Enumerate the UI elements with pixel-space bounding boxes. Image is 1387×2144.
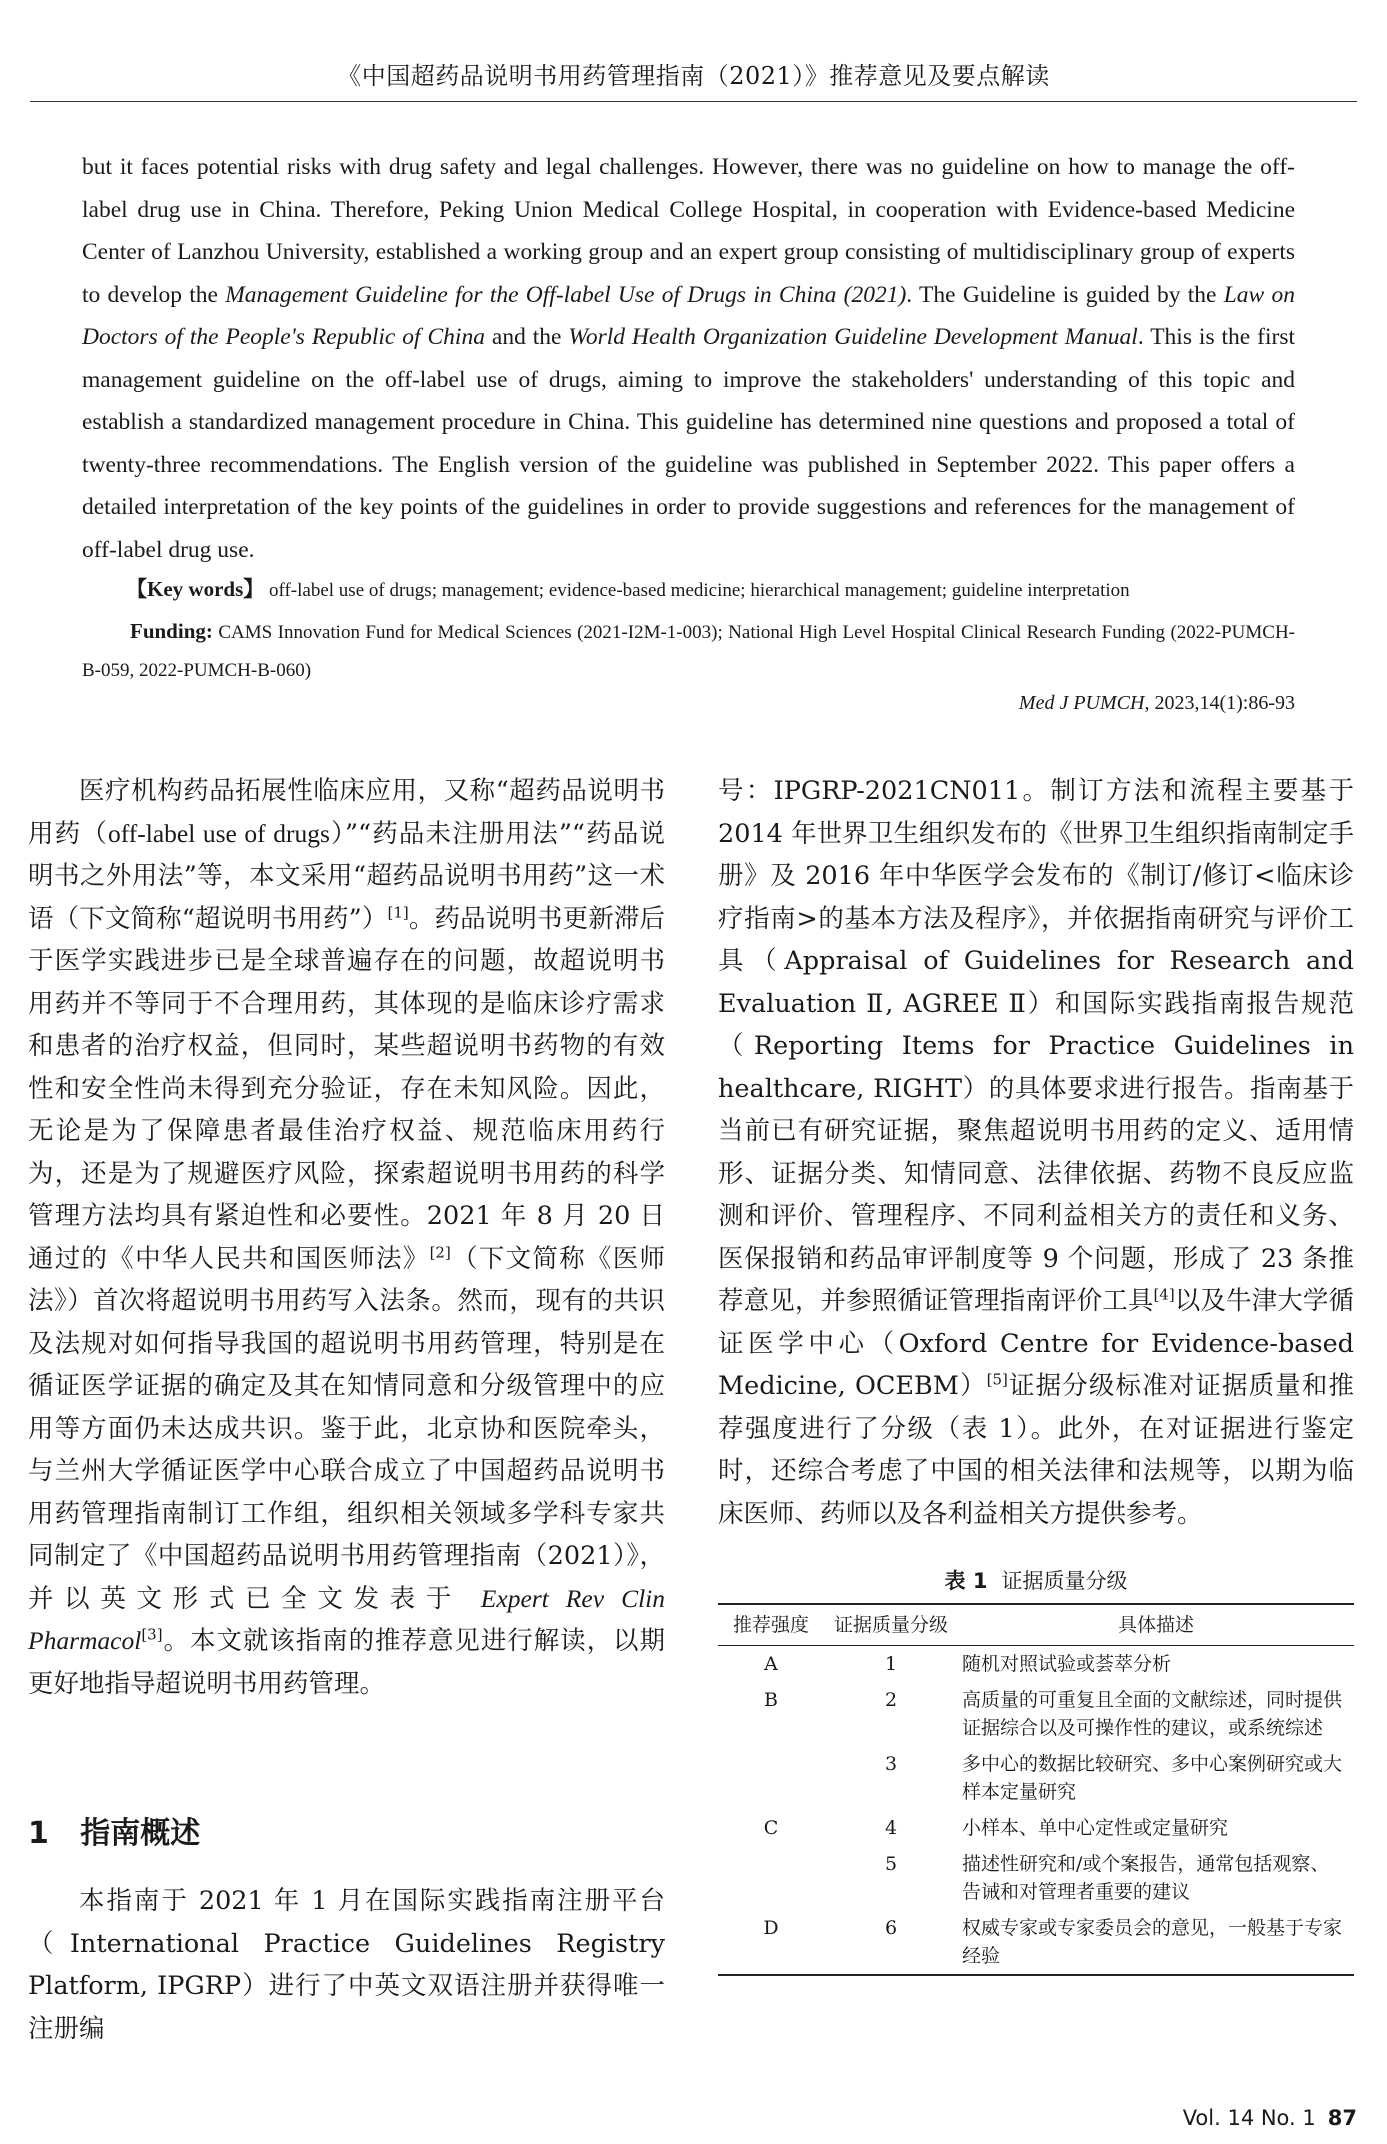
table-header-row (718, 1604, 1354, 1646)
ref-4: [4] (1153, 1285, 1175, 1304)
intro-en-term: off-label use of drugs (108, 818, 330, 848)
table-row (718, 1646, 1354, 1683)
page-footer (1183, 2106, 1357, 2130)
cell-desc: 多中心的数据比较研究、多中心案例研究或大样本定量研究 (962, 1753, 1343, 1803)
funding-label: Funding: (130, 619, 213, 643)
overview-paragraph: 本指南于 2021 年 1 月在国际实践指南注册平台（International Practice Guidelines Registry Platform, IPGRP）进行了中英文双语注册并获得唯一注册编 (28, 1886, 665, 2044)
section-number: 1 (28, 1816, 49, 1851)
header-level: 证据质量分级 (833, 1614, 948, 1636)
cell-desc: 描述性研究和/或个案报告，通常包括观察、告诫和对管理者重要的建议 (962, 1853, 1330, 1903)
keywords-label: 【Key words】 (126, 577, 265, 601)
ref-5: [5] (986, 1370, 1008, 1389)
table-caption (718, 1565, 1354, 1595)
law-title: Law on Doctors of the People's Republic of China (82, 281, 1296, 350)
cell-desc: 高质量的可重复且全面的文献综述，同时提供证据综合以及可操作性的建议，或系统综述 (962, 1689, 1343, 1739)
intro-text-c: 。药品说明书更新滞后于医学实践进步已是全球普遍存在的问题，故超说明书用药并不等同于不合理用药，其体现的是临床诊疗需求和患者的治疗权益，但同时，某些超说明书药物的有效性和安全性尚未得到充分验证，存在未知风险。因此，无论是为了保障患者最佳治疗权益、规范临床用药行为，还是为了规避医疗风险，探索超说明书用药的科学管理方法均具有紧迫性和必要性。2021 年 8 月 20 日通过的《中华人民共和国医师法》 (28, 903, 665, 1274)
cell-level: 3 (884, 1753, 898, 1775)
table-row (718, 1810, 1354, 1846)
citation-journal: Med J PUMCH (1018, 692, 1145, 714)
guideline-title: Management Guideline for the Off-label Use of Drugs in China (2021) (225, 281, 907, 308)
cell-grade (718, 1846, 824, 1910)
intro-text-e: 。本文就该指南的推荐意见进行解读，以期更好地指导超说明书用药管理。 (28, 1626, 665, 1699)
overview-text-c: 证据分级标准对证据质量和推荐强度进行了分级（表 1）。此外，在对证据进行鉴定时，还综合考虑了中国的相关法律和法规等，以期为临床医师、药师以及各利益相关方提供参考。 (718, 1371, 1354, 1529)
table-row (718, 1682, 1354, 1746)
header-grade: 推荐强度 (732, 1614, 809, 1636)
abstract-text-1: but it faces potential risks with drug safety and legal challenges. However, there was no guideline on how to manage the off-label drug use in China. Therefore, Peking Union Medical College Hospital, in cooperation with Evidence-based Medicine Center of Lanzhou University, established a working group and an expert group consisting of multidisciplinary group of experts to develop the (82, 154, 1295, 308)
table-title: 证据质量分级 (1001, 1569, 1128, 1593)
ref-2: [2] (429, 1243, 451, 1261)
evidence-table (718, 1565, 1354, 1976)
intro-text-d: （下文简称《医师法》）首次将超说明书用药写入法条。然而，现有的共识及法规对如何指导我国的超说明书用药管理，特别是在循证医学证据的确定及其在知情同意和分级管理中的应用等方面仍未达成共识。鉴于此，北京协和医院牵头，与兰州大学循证医学中心联合成立了中国超药品说明书用药管理指南制订工作组，组织相关领域多学科专家共同制定了《中国超药品说明书用药管理指南（2021）》，并以英文形式已全文发表于 (28, 1243, 665, 1614)
cell-level: 6 (884, 1917, 898, 1939)
funding-text: CAMS Innovation Fund for Medical Sciences (2021-I2M-1-003); National High Level Hospital Clinical Research Funding (2022-PUMCH-B-059, 2022-PUMCH-B-060) (82, 622, 1296, 681)
volume-issue: Vol. 14 No. 1 (1182, 2106, 1316, 2130)
cell-desc: 权威专家或专家委员会的意见，一般基于专家经验 (962, 1917, 1343, 1967)
intro-text-a: 医疗机构药品拓展性临床应用，又称“超药品说明书用药（ (28, 776, 665, 849)
evidence-grade-table (718, 1603, 1354, 1976)
overview-continued (718, 770, 1354, 1535)
keywords (126, 574, 1295, 606)
cell-grade: C (763, 1817, 779, 1839)
section-heading (28, 1808, 200, 1852)
intro-text-b: ）”“药品未注册用法”“药品说明书之外用法”等，本文采用“超药品说明书用药”这一术语（下文简称“超说明书用药”） (28, 818, 665, 934)
cell-grade: A (764, 1653, 778, 1675)
abstract-text-2: . The Guideline is guided by the (906, 281, 1224, 308)
header-desc: 具体描述 (1117, 1614, 1194, 1636)
cell-level: 2 (884, 1689, 898, 1711)
cell-grade: B (764, 1689, 778, 1711)
abstract-text-3: and the (484, 324, 569, 350)
english-abstract (82, 146, 1295, 571)
funding (82, 612, 1295, 690)
who-manual-title: World Health Organization Guideline Development Manual (568, 324, 1138, 350)
cell-grade (718, 1746, 824, 1810)
overview-text-b: 以及牛津大学循证医学中心（Oxford Centre for Evidence-based Medicine, OCEBM） (718, 1286, 1354, 1401)
cell-level: 1 (884, 1653, 898, 1675)
keywords-text: off-label use of drugs; management; evidence-based medicine; hierarchical management; guideline interpretation (269, 580, 1130, 601)
cell-desc: 随机对照试验或荟萃分析 (962, 1653, 1172, 1675)
left-column (28, 770, 665, 1705)
overview-text-a: 号：IPGRP-2021CN011。制订方法和流程主要基于 2014 年世界卫生组织发布的《世界卫生组织指南制定手册》及 2016 年中华医学会发布的《制订/修订<临床诊疗指南>的基本方法及程序》，并依据指南研究与评价工具（Appraisal of Guidelines for Research and Evaluation Ⅱ, AGREE Ⅱ）和国际实践指南报告规范（Reporting Items for Practice Guidelines in healthcare, RIGHT）的具体要求进行报告。指南基于当前已有研究证据，聚焦超说明书用药的定义、适用情形、证据分类、知情同意、法律依据、药物不良反应监测和评价、管理程序、不同利益相关方的责任和义务、医保报销和药品审评制度等 9 个问题，形成了 23 条推荐意见，并参照循证管理指南评价工具 (718, 776, 1354, 1316)
citation-rest: , 2023,14(1):86-93 (1144, 692, 1295, 714)
page-number: 87 (1327, 2106, 1357, 2130)
ref-1: [1] (387, 903, 409, 921)
right-column (718, 770, 1354, 1535)
citation (1019, 692, 1295, 715)
cell-desc: 小样本、单中心定性或定量研究 (962, 1817, 1229, 1839)
abstract-text-4: . This is the first management guideline on the off-label use of drugs, aiming to improve the stakeholders' understanding of this topic and establish a standardized management procedure in China. This guideline has determined nine questions and proposed a total of twenty-three recommendations. The English version of the guideline was published in September 2022. This paper offers a detailed interpretation of the key points of the guidelines in order to provide suggestions and references for the management of off-label drug use. (82, 324, 1296, 563)
table-number: 表 1 (944, 1569, 988, 1593)
left-column-section (28, 1880, 665, 2050)
table-row (718, 1846, 1354, 1910)
ref-3: [3] (141, 1625, 163, 1644)
table-row (718, 1910, 1354, 1975)
cell-level: 5 (884, 1853, 898, 1875)
intro-paragraph (28, 770, 665, 1705)
journal-name: Expert Rev Clin Pharmacol (28, 1583, 665, 1655)
cell-grade: D (763, 1917, 779, 1939)
section-title: 指南概述 (80, 1816, 201, 1851)
cell-level: 4 (884, 1817, 898, 1839)
header-rule (30, 101, 1357, 102)
running-head: 《中国超药品说明书用药管理指南（2021）》推荐意见及要点解读 (337, 62, 1050, 90)
table-row (718, 1746, 1354, 1810)
